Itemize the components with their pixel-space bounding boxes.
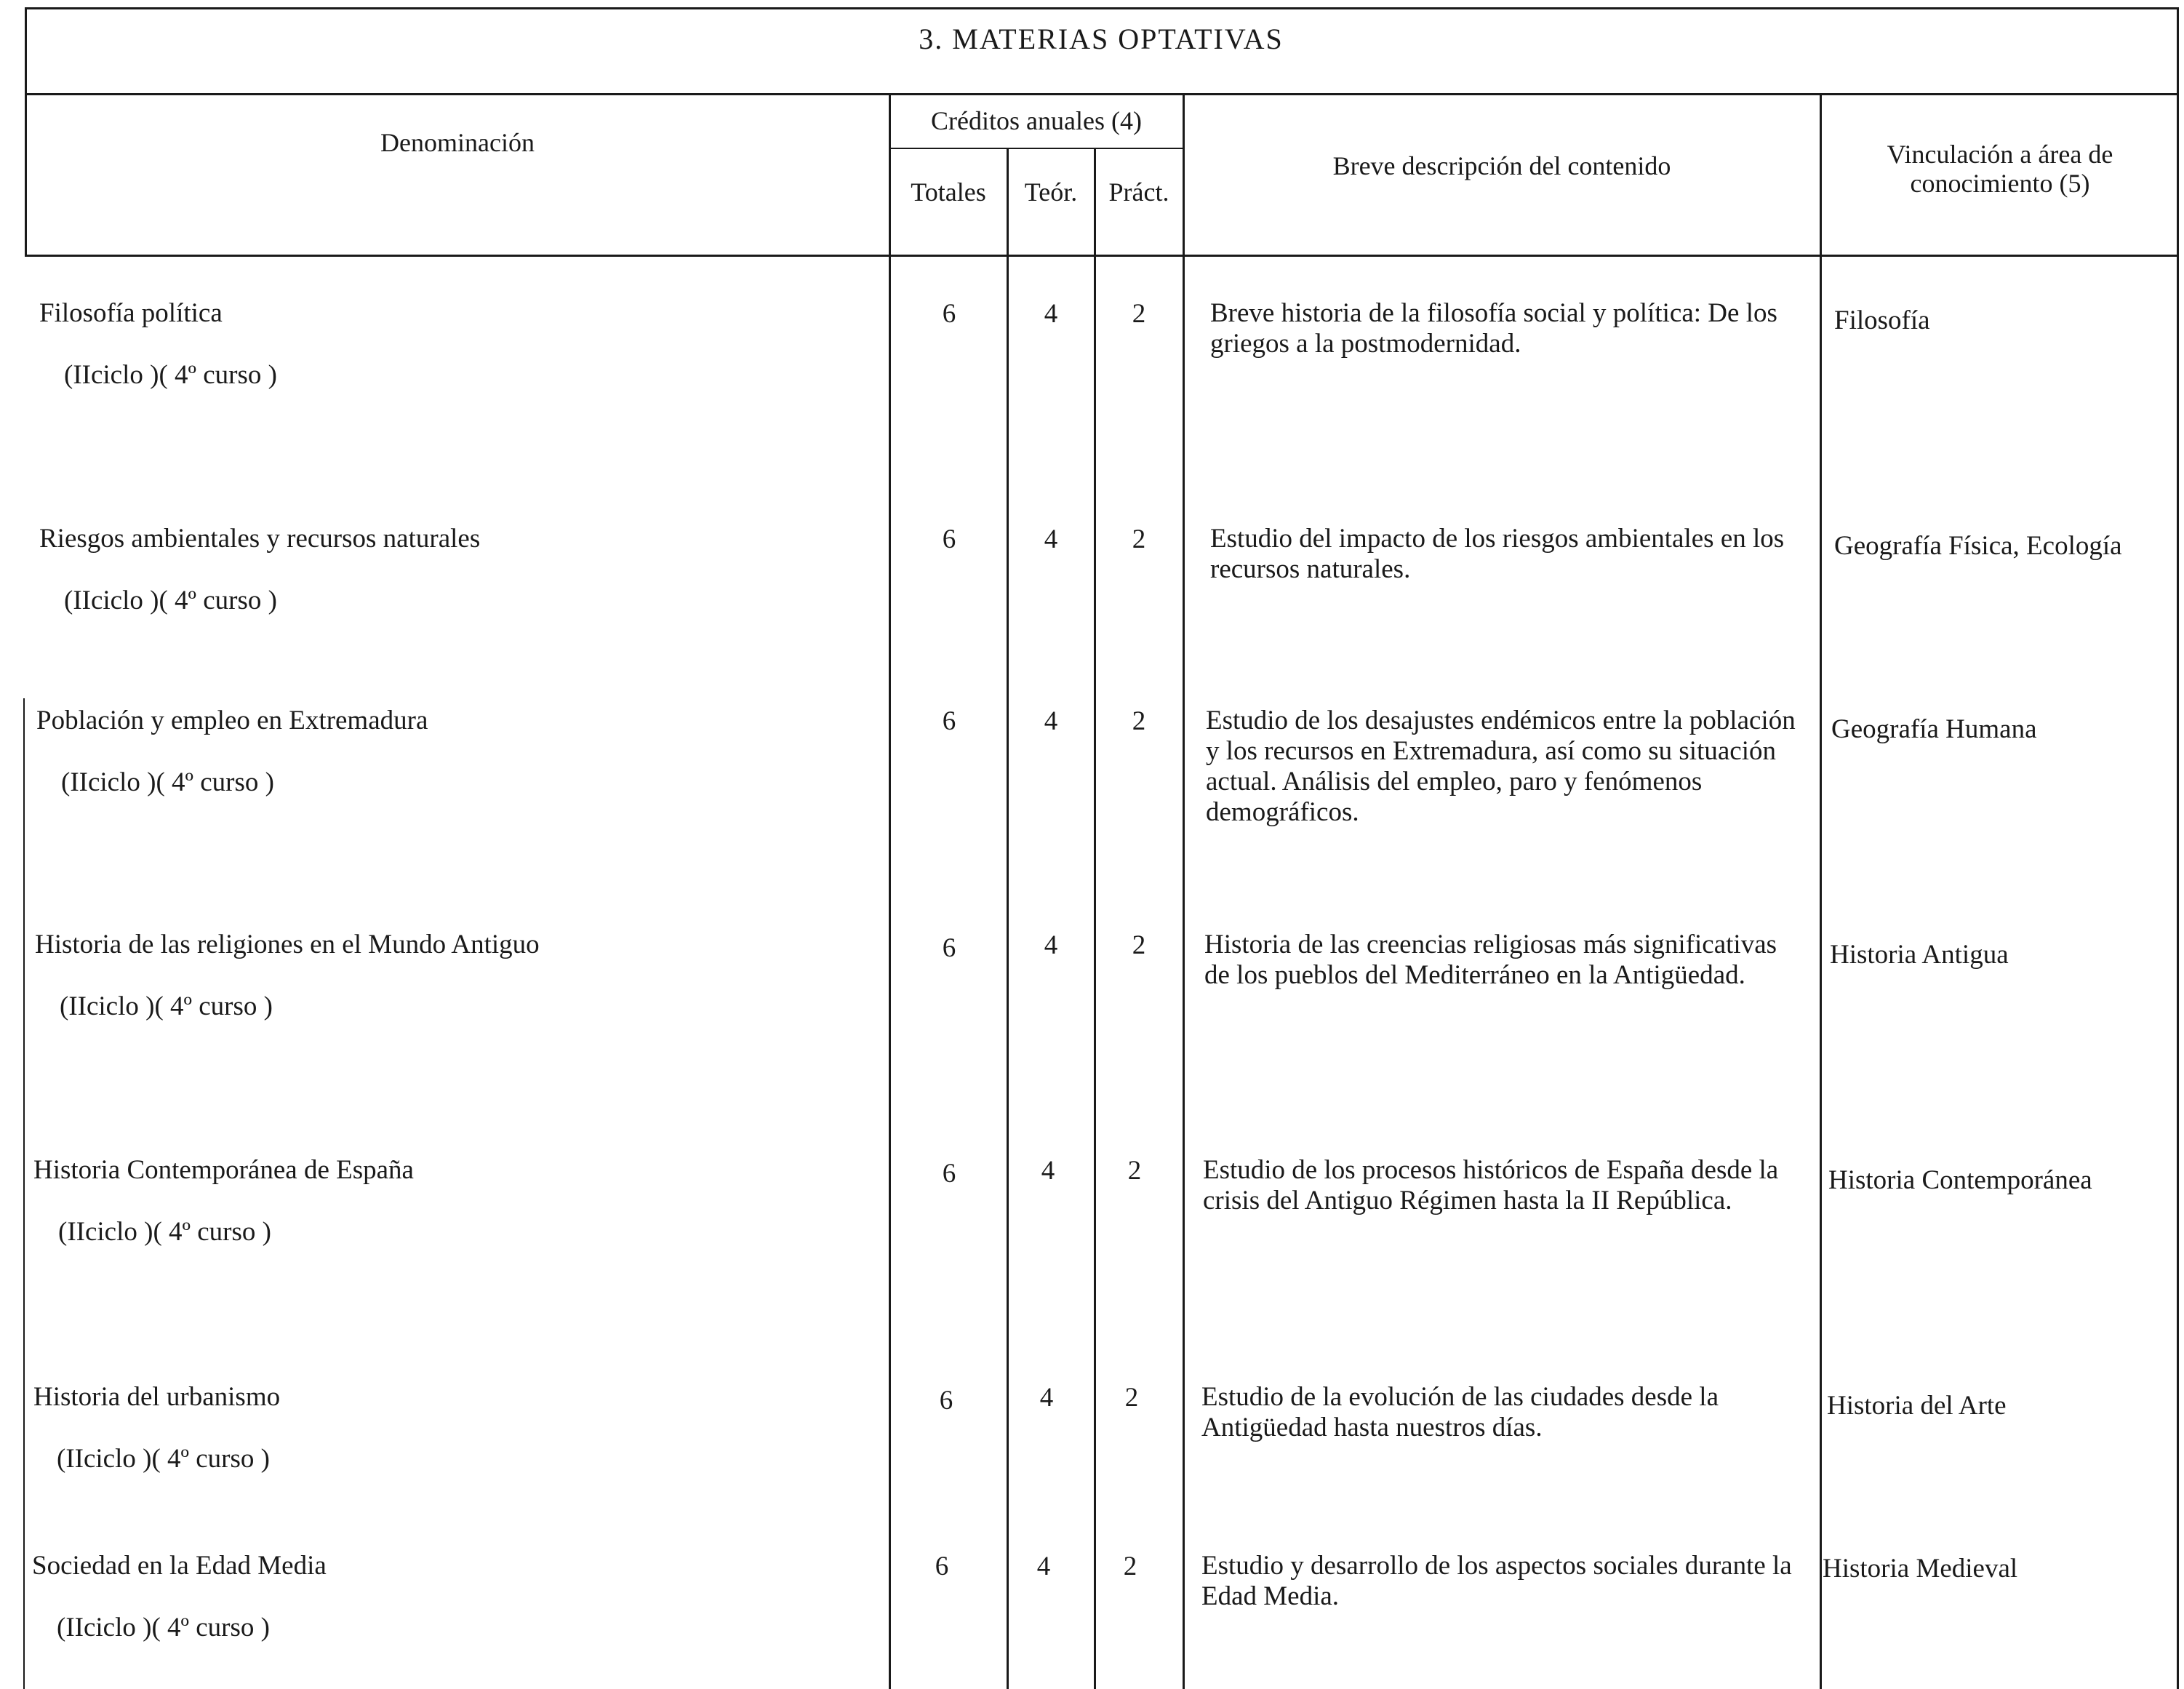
row-teor: 4 [1036, 1552, 1051, 1581]
row-cycle: (IIciclo )( 4º curso ) [64, 586, 277, 615]
header-vinculacion: Vinculación a área de conocimiento (5) [1887, 140, 2113, 198]
header-teor: Teór. [1024, 177, 1078, 207]
row-totales: 6 [942, 706, 956, 736]
row-name: Historia Contemporánea de España [33, 1155, 414, 1185]
row-description: Estudio de la evolución de las ciudades desde la Antigüedad hasta nuestros días. [1201, 1382, 1719, 1442]
left-edge-body [23, 698, 25, 1689]
row-teor: 4 [1044, 706, 1058, 736]
row-cycle: (IIciclo )( 4º curso ) [60, 991, 273, 1021]
header-denominacion: Denominación [380, 128, 535, 157]
col-sep-descripcion [1820, 93, 1822, 1689]
row-name: Riesgos ambientales y recursos naturales [39, 524, 481, 554]
row-area: Historia Medieval [1823, 1554, 2018, 1584]
header-divider [25, 255, 2179, 257]
row-description: Estudio del impacto de los riesgos ambientales en los recursos naturales. [1210, 524, 1785, 584]
row-name: Población y empleo en Extremadura [36, 706, 428, 735]
col-sep-denominacion [889, 93, 891, 1689]
row-totales: 6 [942, 1159, 956, 1189]
row-totales: 6 [942, 299, 956, 329]
row-description: Breve historia de la filosofía social y política: De los griegos a la postmodernidad. [1210, 298, 1777, 359]
row-area: Geografía Humana [1831, 714, 2037, 744]
row-pract: 2 [1132, 706, 1146, 736]
row-name: Filosofía política [39, 298, 223, 328]
header-creditos: Créditos anuales (4) [931, 106, 1142, 135]
row-totales: 6 [942, 933, 956, 963]
row-cycle: (IIciclo )( 4º curso ) [57, 1444, 270, 1474]
row-teor: 4 [1041, 1156, 1055, 1186]
title-divider [25, 93, 2179, 95]
row-name: Sociedad en la Edad Media [32, 1551, 327, 1581]
row-description: Estudio y desarrollo de los aspectos sociales durante la Edad Media. [1201, 1551, 1792, 1611]
header-totales: Totales [911, 177, 986, 207]
right-edge-body [2177, 256, 2179, 1689]
row-totales: 6 [942, 524, 956, 554]
row-teor: 4 [1044, 930, 1058, 960]
top-border [25, 7, 2179, 9]
row-pract: 2 [1124, 1383, 1139, 1413]
row-name: Historia del urbanismo [33, 1382, 281, 1412]
page-title: 3. MATERIAS OPTATIVAS [919, 23, 1284, 55]
row-totales: 6 [939, 1386, 953, 1416]
row-pract: 2 [1132, 524, 1146, 554]
col-sep-totales [1007, 148, 1009, 1689]
row-teor: 4 [1044, 524, 1058, 554]
row-description: Estudio de los desajustes endémicos entre la población y los recursos en Extremadura, así como su situación actual. Análisis del empleo, paro y fenómenos demográficos. [1206, 706, 1796, 827]
row-description: Historia de las creencias religiosas más significativas de los pueblos del Mediterráneo en la Antigüedad. [1204, 930, 1777, 990]
row-cycle: (IIciclo )( 4º curso ) [58, 1217, 271, 1247]
row-area: Historia del Arte [1827, 1391, 2007, 1421]
header-descripcion: Breve descripción del contenido [1332, 151, 1671, 180]
row-cycle: (IIciclo )( 4º curso ) [57, 1613, 270, 1642]
row-pract: 2 [1132, 930, 1146, 960]
row-teor: 4 [1039, 1383, 1054, 1413]
creditos-divider [889, 148, 1184, 149]
row-cycle: (IIciclo )( 4º curso ) [61, 767, 274, 797]
row-area: Historia Contemporánea [1828, 1165, 2092, 1195]
row-totales: 6 [935, 1552, 949, 1581]
header-pract: Práct. [1108, 177, 1169, 207]
row-area: Filosofía [1834, 306, 1930, 335]
row-cycle: (IIciclo )( 4º curso ) [64, 360, 277, 390]
row-pract: 2 [1132, 299, 1146, 329]
row-area: Historia Antigua [1830, 940, 2009, 970]
row-teor: 4 [1044, 299, 1058, 329]
row-pract: 2 [1123, 1552, 1137, 1581]
row-pract: 2 [1127, 1156, 1142, 1186]
col-sep-pract [1183, 93, 1185, 1689]
row-name: Historia de las religiones en el Mundo Antiguo [35, 930, 540, 959]
row-description: Estudio de los procesos históricos de España desde la crisis del Antiguo Régimen hasta la II República. [1203, 1155, 1779, 1215]
col-sep-teor [1094, 148, 1096, 1689]
row-area: Geografía Física, Ecología [1834, 531, 2122, 561]
